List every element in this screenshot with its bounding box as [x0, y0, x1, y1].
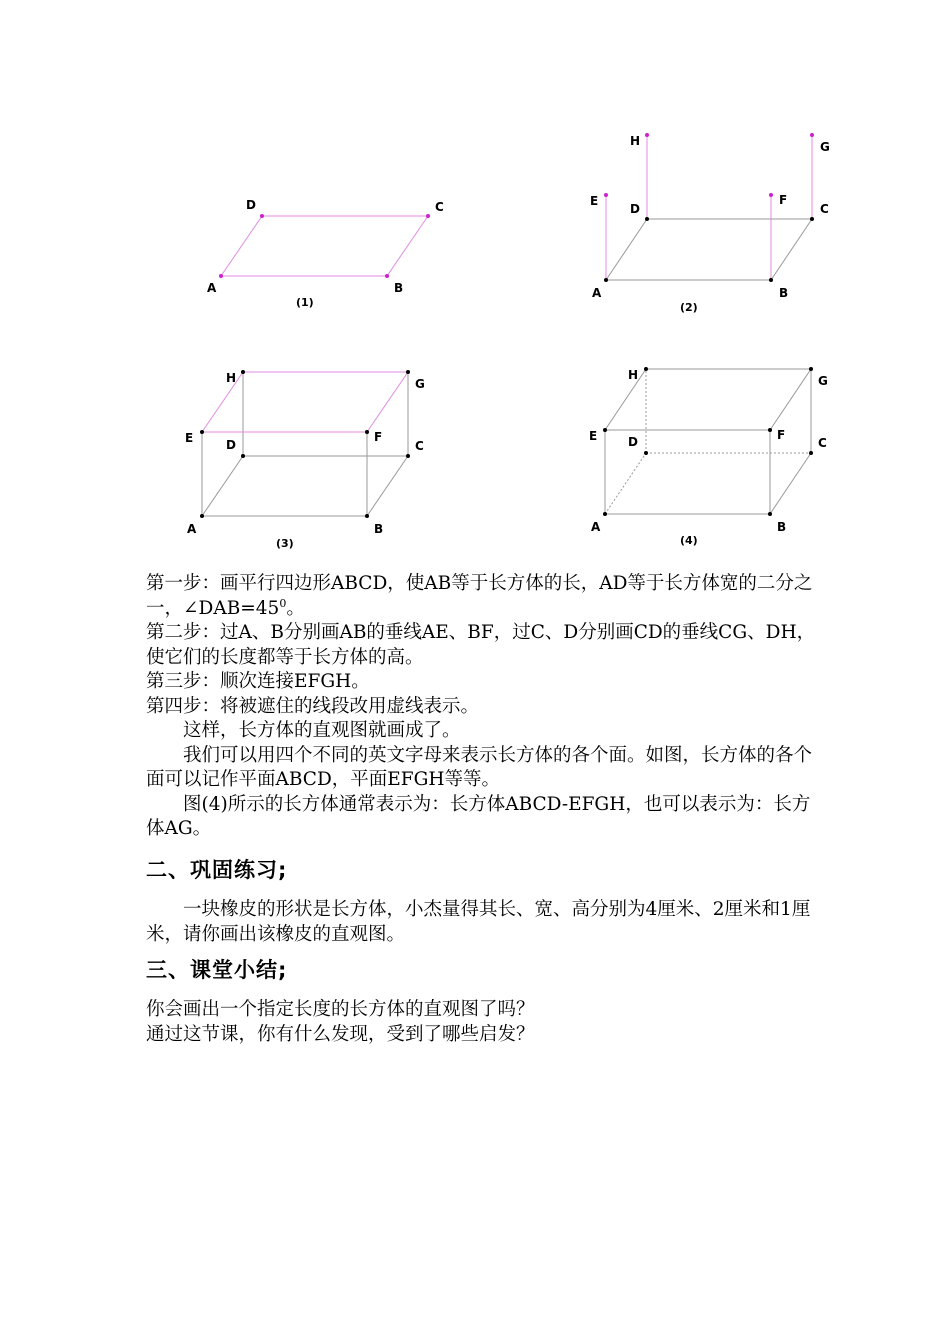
figure-3: [185, 370, 425, 550]
vertex-label-d: D: [246, 198, 256, 212]
vertex-label-b: B: [779, 286, 789, 300]
section-heading: 三、课堂小结;: [146, 958, 288, 982]
figure-2: [590, 133, 830, 314]
vertex-label-c: C: [435, 200, 444, 214]
vertex-label-c: C: [818, 436, 827, 450]
vertex-label-a: A: [591, 520, 601, 534]
figure-caption: (1): [296, 296, 314, 309]
vertex-label-b: B: [374, 522, 384, 536]
vertex-label-b: B: [394, 281, 404, 295]
step-2: 第二步：过A、B分别画AB的垂线AE、BF，过C、D分别画CD的垂线CG、DH，使它们的长度都等于长方体的高。: [146, 622, 816, 668]
steps-block: [146, 572, 816, 842]
vertex-label-h: H: [226, 371, 237, 385]
vertex-label-e: E: [589, 429, 598, 443]
question-1: 你会画出一个指定长度的长方体的直观图了吗？: [146, 999, 535, 1020]
vertex-label-h: H: [628, 368, 639, 382]
vertex-label-e: E: [590, 194, 599, 208]
figure-caption: (4): [680, 534, 698, 547]
vertex-label-a: A: [187, 522, 197, 536]
figure-caption: (3): [276, 537, 294, 550]
step-1: 第一步：画平行四边形ABCD，使AB等于长方体的长，AD等于长方体宽的二分之一，$\angle DAB=45^0$。: [146, 573, 813, 619]
section-summary: [146, 958, 816, 983]
section-practice: [146, 858, 816, 883]
summary-body: [146, 998, 816, 1047]
vertex-label-e: E: [185, 431, 194, 445]
vertex-label-h: H: [630, 134, 641, 148]
vertex-label-b: B: [777, 520, 787, 534]
section-heading: 二、巩固练习;: [146, 858, 288, 882]
vertex-label-g: G: [820, 140, 830, 154]
figure-1: [207, 198, 444, 309]
question-2: 通过这节课，你有什么发现，受到了哪些启发？: [146, 1023, 535, 1045]
figure-4: [589, 367, 828, 547]
practice-body: [146, 898, 816, 947]
vertex-label-d: D: [628, 435, 638, 449]
vertex-label-g: G: [415, 377, 425, 391]
vertex-label-f: F: [779, 193, 788, 207]
vertex-label-a: A: [207, 281, 217, 295]
figure-caption: (2): [680, 301, 698, 314]
paragraph: 我们可以用四个不同的英文字母来表示长方体的各个面。如图，长方体的各个面可以记作平面ABCD，平面EFGH等等。: [146, 744, 813, 790]
vertex-label-d: D: [630, 202, 640, 216]
vertex-label-a: A: [592, 286, 602, 300]
paragraph: 这样，长方体的直观图就画成了。: [183, 720, 461, 741]
cuboid-construction-figures: [0, 0, 950, 560]
paragraph: 图(4)所示的长方体通常表示为：长方体ABCD-EFGH，也可以表示为：长方体AG。: [146, 793, 811, 839]
vertex-label-d: D: [226, 438, 236, 452]
vertex-label-c: C: [415, 439, 424, 453]
vertex-label-f: F: [374, 430, 383, 444]
step-3: 第三步：顺次连接EFGH。: [146, 671, 370, 692]
vertex-label-f: F: [777, 428, 786, 442]
vertex-label-g: G: [818, 374, 828, 388]
paragraph: 一块橡皮的形状是长方体，小杰量得其长、宽、高分别为4厘米、2厘米和1厘米，请你画出该橡皮的直观图。: [146, 899, 811, 945]
vertex-label-c: C: [820, 202, 829, 216]
step-4: 第四步：将被遮住的线段改用虚线表示。: [146, 695, 480, 717]
